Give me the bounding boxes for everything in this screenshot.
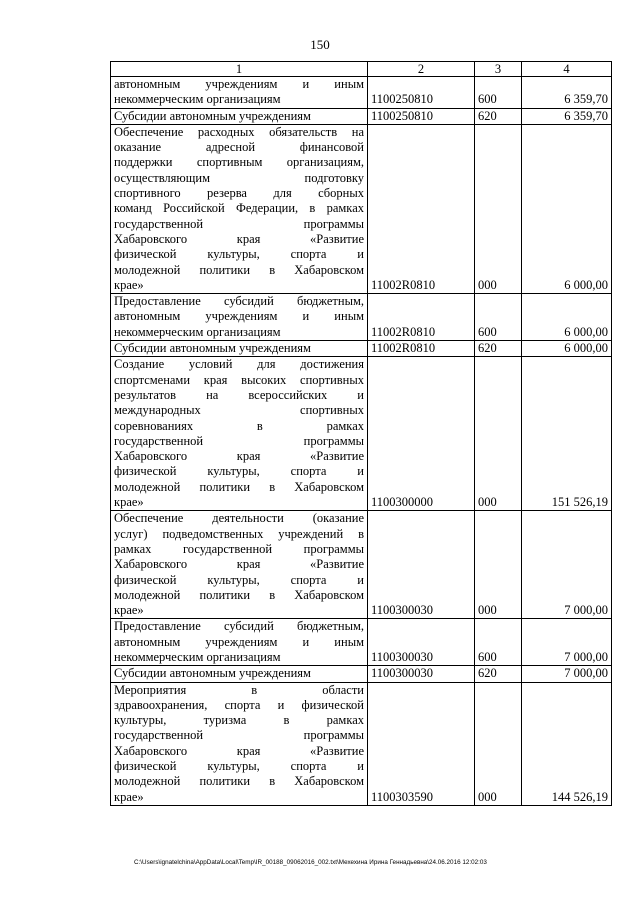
table-row [111, 357, 612, 511]
description-line: автономным учреждениям и иным [114, 309, 364, 324]
description-line: Обеспечение деятельности (оказание [114, 511, 364, 526]
description-line: международных спортивных [114, 403, 364, 418]
row-kvr: 620 [475, 108, 522, 124]
header-col-4: 4 [522, 62, 612, 77]
description-line: физической культуры, спорта и [114, 247, 364, 262]
description-line: поддержки спортивным организациям, [114, 155, 364, 170]
description-line: здравоохранения, спорта и физической [114, 697, 364, 712]
row-amount: 151 526,19 [522, 357, 612, 511]
row-amount: 7 000,00 [522, 511, 612, 619]
description-line: некоммерческим организациям [114, 92, 281, 107]
row-code: 11002R0810 [368, 294, 475, 341]
table-header-row [111, 62, 612, 77]
description-line: спортивного резерва для сборных [114, 186, 364, 201]
table-row [111, 341, 612, 357]
description-line: молодежной политики в Хабаровском [114, 262, 364, 277]
table-row [111, 682, 612, 805]
row-code: 1100250810 [368, 77, 475, 109]
description-line: спортсменами края высоких спортивных [114, 372, 364, 387]
row-kvr: 600 [475, 619, 522, 666]
row-code: 1100300000 [368, 357, 475, 511]
row-code: 11002R0810 [368, 341, 475, 357]
row-amount: 6 000,00 [522, 124, 612, 293]
header-col-1: 1 [111, 62, 368, 77]
description-line: Обеспечение расходных обязательств на [114, 124, 364, 139]
row-kvr: 600 [475, 77, 522, 109]
header-col-2: 2 [368, 62, 475, 77]
row-code: 1100250810 [368, 108, 475, 124]
description-line: Хабаровского края «Развитие [114, 449, 364, 464]
description-line: автономным учреждениям и иным [114, 77, 364, 91]
row-kvr: 620 [475, 666, 522, 682]
description-line: физической культуры, спорта и [114, 572, 364, 587]
row-description [111, 619, 368, 666]
description-line: крае» [114, 603, 144, 618]
row-description [111, 511, 368, 619]
description-line: физической культуры, спорта и [114, 759, 364, 774]
description-line: Субсидии автономным учреждениям [114, 666, 311, 681]
row-amount: 6 000,00 [522, 341, 612, 357]
row-description [111, 341, 368, 357]
row-kvr: 620 [475, 341, 522, 357]
table-row [111, 124, 612, 293]
row-amount: 7 000,00 [522, 619, 612, 666]
row-amount: 7 000,00 [522, 666, 612, 682]
description-line: рамках государственной программы [114, 541, 364, 556]
description-line: Хабаровского края «Развитие [114, 743, 364, 758]
description-line: результатов на всероссийских и [114, 387, 364, 402]
file-path-footer: C:\Users\ignatelchina\AppData\Local\Temp\IR_00188_09062016_002.txt\Мехехина Ирина Геннадьевна\24.06.2016 12:02:03 [134, 859, 487, 866]
description-line: Предоставление субсидий бюджетным, [114, 294, 364, 309]
description-line: команд Российской Федерации, в рамках [114, 201, 364, 216]
description-line: услуг) подведомственных учреждений в [114, 526, 364, 541]
header-col-3: 3 [475, 62, 522, 77]
row-description [111, 682, 368, 805]
description-line: государственной программы [114, 433, 364, 448]
description-line: Хабаровского края «Развитие [114, 557, 364, 572]
description-line: молодежной политики в Хабаровском [114, 587, 364, 602]
table-row [111, 619, 612, 666]
description-line: автономным учреждениям и иным [114, 634, 364, 649]
row-code: 11002R0810 [368, 124, 475, 293]
description-line: крае» [114, 277, 144, 292]
description-line: молодежной политики в Хабаровском [114, 774, 364, 789]
description-line: крае» [114, 495, 144, 510]
description-line: оказание адресной финансовой [114, 140, 364, 155]
table-row [111, 511, 612, 619]
row-code: 1100303590 [368, 682, 475, 805]
description-line: Создание условий для достижения [114, 357, 364, 372]
description-line: государственной программы [114, 216, 364, 231]
row-description [111, 124, 368, 293]
row-code: 1100300030 [368, 666, 475, 682]
table-body [111, 77, 612, 806]
row-code: 1100300030 [368, 511, 475, 619]
description-line: культуры, туризма в рамках [114, 713, 364, 728]
description-line: крае» [114, 789, 144, 804]
budget-table [110, 61, 612, 806]
description-line: государственной программы [114, 728, 364, 743]
description-line: Предоставление субсидий бюджетным, [114, 619, 364, 634]
description-line: некоммерческим организациям [114, 649, 281, 664]
description-line: Субсидии автономным учреждениям [114, 341, 311, 356]
description-line: соревнованиях в рамках [114, 418, 364, 433]
description-line: Хабаровского края «Развитие [114, 231, 364, 246]
table-row [111, 294, 612, 341]
description-line: молодежной политики в Хабаровском [114, 479, 364, 494]
row-amount: 6 000,00 [522, 294, 612, 341]
row-kvr: 000 [475, 682, 522, 805]
description-line: Мероприятия в области [114, 682, 364, 697]
page-number: 150 [310, 37, 330, 52]
description-line: некоммерческим организациям [114, 324, 281, 339]
description-line: физической культуры, спорта и [114, 464, 364, 479]
table-row [111, 666, 612, 682]
row-description [111, 108, 368, 124]
table-row [111, 108, 612, 124]
row-kvr: 000 [475, 511, 522, 619]
row-amount: 144 526,19 [522, 682, 612, 805]
table-row [111, 77, 612, 109]
row-kvr: 600 [475, 294, 522, 341]
row-description [111, 294, 368, 341]
row-kvr: 000 [475, 124, 522, 293]
row-description [111, 357, 368, 511]
description-line: осуществляющим подготовку [114, 170, 364, 185]
row-description [111, 666, 368, 682]
row-amount: 6 359,70 [522, 108, 612, 124]
row-kvr: 000 [475, 357, 522, 511]
row-description [111, 77, 368, 109]
description-line: Субсидии автономным учреждениям [114, 108, 311, 123]
row-code: 1100300030 [368, 619, 475, 666]
row-amount: 6 359,70 [522, 77, 612, 109]
